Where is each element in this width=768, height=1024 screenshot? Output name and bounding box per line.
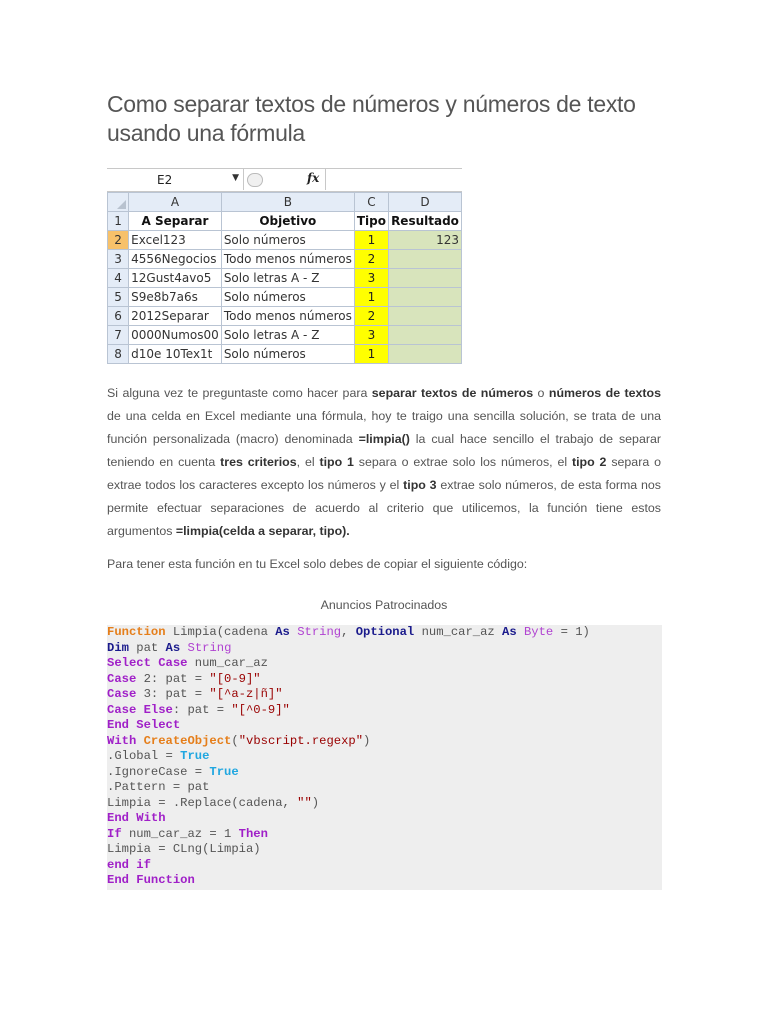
code-token: Then bbox=[238, 826, 268, 841]
bold-text: números de textos bbox=[548, 386, 662, 400]
row-number[interactable]: 4 bbox=[108, 269, 129, 288]
code-token: Select Case bbox=[107, 656, 188, 670]
text: o bbox=[533, 386, 549, 400]
bold-text: separar textos de números bbox=[371, 386, 534, 400]
row-number[interactable]: 3 bbox=[108, 250, 129, 269]
code-token bbox=[180, 641, 187, 655]
code-token: If bbox=[107, 826, 122, 841]
cell[interactable]: 3 bbox=[354, 269, 388, 288]
code-token: ) bbox=[363, 733, 371, 748]
cell[interactable]: 2012Separar bbox=[129, 307, 222, 326]
cell[interactable] bbox=[389, 250, 462, 269]
formula-expand-icon bbox=[247, 173, 263, 187]
code-token: As bbox=[165, 640, 181, 655]
cell[interactable]: 3 bbox=[354, 326, 388, 345]
code-token: Limpia = .Replace(cadena, bbox=[107, 795, 298, 810]
code-line bbox=[107, 811, 590, 827]
code-line bbox=[107, 672, 590, 688]
code-token: 2: pat = bbox=[136, 671, 210, 686]
code-token: "" bbox=[297, 795, 312, 810]
code-line bbox=[107, 749, 590, 765]
cell[interactable] bbox=[389, 307, 462, 326]
name-box[interactable] bbox=[107, 169, 244, 190]
code-token: Function bbox=[107, 625, 166, 639]
cell[interactable]: Objetivo bbox=[221, 212, 354, 231]
bold-text: tipo 1 bbox=[319, 455, 354, 469]
code-line bbox=[107, 873, 590, 889]
row-number[interactable]: 1 bbox=[108, 212, 129, 231]
code-token: "vbscript.regexp" bbox=[238, 733, 364, 748]
cell[interactable]: S9e8b7a6s bbox=[129, 288, 222, 307]
fx-icon[interactable]: fx bbox=[307, 171, 320, 185]
text: de una celda en Excel mediante una fórmula, hoy te traigo una sencilla solución, se trata de una función personalizada (macro) denominada bbox=[107, 409, 661, 446]
code-token: ) bbox=[311, 795, 320, 810]
code-token: Limpia(cadena bbox=[165, 625, 276, 639]
code-line bbox=[107, 765, 590, 781]
spreadsheet-grid bbox=[107, 192, 462, 364]
code-token: Limpia = CLng(Limpia) bbox=[107, 842, 261, 856]
cell[interactable]: 2 bbox=[354, 307, 388, 326]
code-lines bbox=[107, 625, 590, 889]
cell[interactable]: 2 bbox=[354, 250, 388, 269]
table-row bbox=[108, 288, 462, 307]
cell[interactable]: 4556Negocios bbox=[129, 250, 222, 269]
code-block bbox=[107, 625, 662, 890]
text: extrae solo números, de esta forma nos permite efectuar separaciones de acuerdo al criterio que utilicemos, la función tiene estos argumentos bbox=[107, 478, 661, 538]
code-token: True bbox=[209, 764, 239, 779]
instruction-paragraph: Para tener esta función en tu Excel solo debes de copiar el siguiente código: bbox=[107, 557, 528, 571]
formula-separator bbox=[325, 169, 326, 190]
table-row bbox=[108, 326, 462, 345]
code-token: CreateObject bbox=[143, 733, 232, 748]
select-all-corner[interactable] bbox=[108, 193, 129, 212]
code-token: End Function bbox=[107, 873, 195, 887]
code-token: "[^a-z|ñ]" bbox=[209, 687, 283, 701]
cell[interactable]: Solo números bbox=[221, 231, 354, 250]
code-token: .Global = bbox=[107, 749, 181, 763]
code-token: num_car_az bbox=[187, 656, 268, 670]
cell[interactable]: Solo letras A - Z bbox=[221, 326, 354, 345]
code-token: end if bbox=[107, 857, 151, 872]
code-token: .Pattern = pat bbox=[107, 780, 210, 794]
bold-text: tipo 2 bbox=[571, 455, 607, 469]
row-number[interactable]: 2 bbox=[108, 231, 129, 250]
cell[interactable]: 1 bbox=[354, 345, 388, 364]
code-line bbox=[107, 703, 590, 719]
code-line bbox=[107, 656, 590, 672]
cell[interactable]: Tipo bbox=[354, 212, 388, 231]
column-header-c[interactable]: C bbox=[354, 193, 388, 212]
code-line bbox=[107, 796, 590, 812]
row-number[interactable]: 8 bbox=[108, 345, 129, 364]
cell[interactable]: 123 bbox=[389, 231, 462, 250]
table-row bbox=[108, 307, 462, 326]
row-number[interactable]: 5 bbox=[108, 288, 129, 307]
table-row bbox=[108, 231, 462, 250]
code-token: num_car_az bbox=[414, 625, 503, 639]
cell[interactable]: Todo menos números bbox=[221, 307, 354, 326]
code-line bbox=[107, 858, 590, 874]
code-token: .IgnoreCase = bbox=[107, 764, 210, 779]
cell[interactable]: Solo números bbox=[221, 345, 354, 364]
code-token: With bbox=[107, 733, 137, 748]
code-line bbox=[107, 625, 590, 641]
bold-text: =limpia() bbox=[358, 432, 410, 446]
text: la cual hace sencillo el trabajo de separar teniendo en cuenta bbox=[107, 432, 661, 469]
code-token: Case Else bbox=[107, 702, 173, 717]
cell[interactable]: 12Gust4avo5 bbox=[129, 269, 222, 288]
code-token: Byte bbox=[523, 625, 554, 639]
code-token: As bbox=[502, 625, 517, 639]
code-token: num_car_az = 1 bbox=[121, 826, 239, 841]
cell[interactable]: Todo menos números bbox=[221, 250, 354, 269]
cell[interactable]: Resultado bbox=[389, 212, 462, 231]
cell[interactable]: Solo letras A - Z bbox=[221, 269, 354, 288]
code-line bbox=[107, 687, 590, 703]
code-token: pat bbox=[128, 640, 166, 655]
column-header-d[interactable]: D bbox=[389, 193, 462, 212]
cell[interactable]: d10e 10Tex1t bbox=[129, 345, 222, 364]
cell[interactable]: 0000Numos00 bbox=[129, 326, 222, 345]
code-token: True bbox=[180, 749, 210, 763]
bold-text: tres criterios bbox=[220, 455, 297, 469]
code-token bbox=[136, 734, 143, 748]
text: separa o extrae todos los caracteres excepto los números y el bbox=[107, 455, 661, 492]
code-token: "[^0-9]" bbox=[231, 702, 290, 717]
code-token: As bbox=[275, 625, 290, 639]
bold-text: tipo 3 bbox=[403, 478, 437, 492]
code-line bbox=[107, 842, 590, 858]
cell[interactable] bbox=[389, 269, 462, 288]
code-line bbox=[107, 780, 590, 796]
cell[interactable] bbox=[389, 326, 462, 345]
code-token: Dim bbox=[107, 640, 129, 655]
code-token: End With bbox=[107, 811, 166, 825]
cell[interactable] bbox=[389, 288, 462, 307]
code-line bbox=[107, 827, 590, 843]
table-row bbox=[108, 345, 462, 364]
code-token: Case bbox=[107, 687, 137, 701]
code-line bbox=[107, 641, 590, 657]
code-token bbox=[517, 625, 524, 639]
text: Si alguna vez te preguntaste como hacer para bbox=[107, 386, 372, 400]
cell[interactable] bbox=[389, 345, 462, 364]
table-header-row bbox=[108, 212, 462, 231]
row-number[interactable]: 6 bbox=[108, 307, 129, 326]
code-line bbox=[107, 718, 590, 734]
excel-screenshot bbox=[107, 168, 462, 372]
cell[interactable]: 1 bbox=[354, 288, 388, 307]
table-row bbox=[108, 269, 462, 288]
code-token: : pat = bbox=[172, 702, 232, 717]
code-token: , bbox=[341, 625, 356, 639]
article-title: Como separar textos de números y números de texto usando una fórmula bbox=[107, 91, 636, 146]
code-token: End Select bbox=[107, 718, 181, 732]
code-line bbox=[107, 734, 590, 750]
code-token: String bbox=[297, 625, 342, 639]
cell[interactable]: A Separar bbox=[129, 212, 222, 231]
column-header-row bbox=[108, 193, 462, 212]
text: , el bbox=[296, 455, 320, 469]
cell[interactable]: Excel123 bbox=[129, 231, 222, 250]
text: separa o extrae solo los números, el bbox=[353, 455, 572, 469]
formula-bar bbox=[107, 168, 462, 192]
sponsored-label: Anuncios Patrocinados bbox=[320, 598, 448, 612]
cell[interactable]: 1 bbox=[354, 231, 388, 250]
code-token: "[0-9]" bbox=[209, 671, 261, 686]
row-number[interactable]: 7 bbox=[108, 326, 129, 345]
table-row bbox=[108, 250, 462, 269]
code-token: 3: pat = bbox=[136, 687, 210, 701]
bold-text: =limpia(celda a separar, tipo). bbox=[175, 524, 350, 538]
code-token: Case bbox=[107, 671, 137, 686]
chevron-down-icon[interactable]: ▼ bbox=[232, 173, 239, 183]
name-box-value: E2 bbox=[157, 172, 173, 187]
intro-paragraph bbox=[107, 382, 661, 543]
code-token: = 1) bbox=[553, 625, 590, 639]
cell[interactable]: Solo números bbox=[221, 288, 354, 307]
code-token: String bbox=[187, 640, 232, 655]
column-header-a[interactable]: A bbox=[129, 193, 222, 212]
column-header-b[interactable]: B bbox=[221, 193, 354, 212]
code-token: Optional bbox=[355, 625, 415, 639]
code-token: ( bbox=[231, 733, 239, 748]
